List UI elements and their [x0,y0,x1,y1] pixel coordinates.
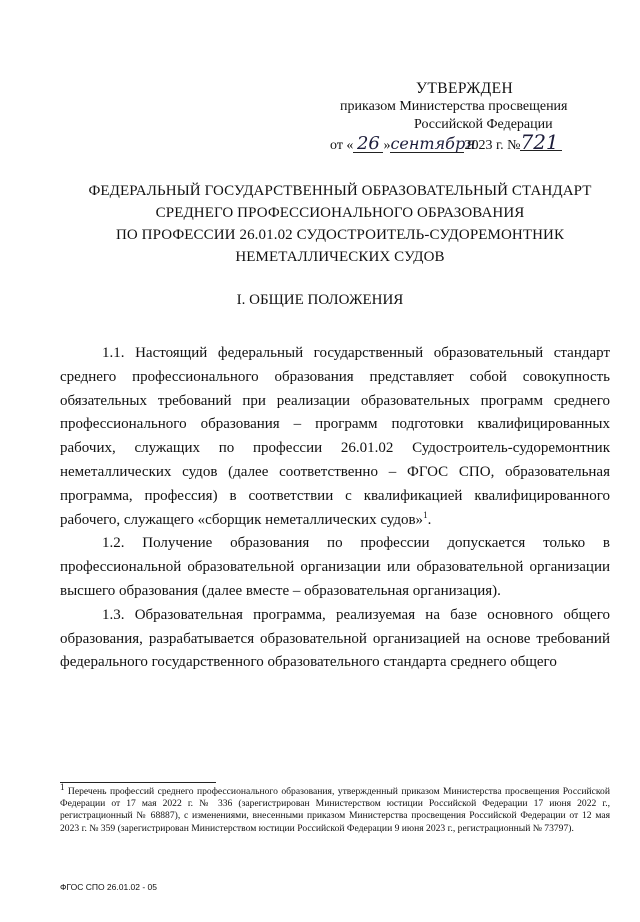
paragraph-1-1-end: . [427,511,432,528]
handwritten-month: сентября [390,134,476,153]
document-headline [60,180,620,268]
footnote [60,781,610,835]
date-year-text: 2023 г. № [464,138,521,153]
headline-line-3: ПО ПРОФЕССИИ 26.01.02 СУДОСТРОИТЕЛЬ-СУДОРЕМОНТНИК [115,227,565,243]
approval-title: УТВЕРЖДЕН [416,80,514,97]
paragraph-1-1-text: 1.1. Настоящий федеральный государственный образовательный стандарт среднего профессионального образования представляет собой совокупность обязательных требований при реализации образовательных программ среднего профессионального образования – программ подготовки квалифицированных рабочих, служащих по профессии 26.01.02 Судостроитель-судоремонтник неметаллических судов (далее соответственно – ФГОС СПО, образовательная программа, профессия) в соответствии с квалификацией квалифицированного рабочего, служащего «сборщик неметаллических судов» [60,345,610,528]
approval-date-line [330,130,562,155]
handwritten-day: 26 [353,136,383,153]
footnote-mark: 1 [60,781,65,792]
approval-federation-line: Российской Федерации [414,117,553,132]
handwritten-order-number: 721 [520,134,562,151]
headline-line-1: ФЕДЕРАЛЬНЫЙ ГОСУДАРСТВЕННЫЙ ОБРАЗОВАТЕЛЬНЫЙ СТАНДАРТ [88,183,592,199]
footnote-ref: 1 [423,509,428,520]
footnote-separator [60,782,216,783]
page-footer: ФГОС СПО 26.01.02 - 05 [60,882,158,892]
approval-order-line: приказом Министерства просвещения [340,99,568,114]
paragraph-1-3: 1.3. Образовательная программа, реализуемая на базе основного общего образования, разрабатывается образовательной организацией на основе требований федерального государственного образовательного стандарта среднего общего [60,606,610,671]
headline-line-2: СРЕДНЕГО ПРОФЕССИОНАЛЬНОГО ОБРАЗОВАНИЯ [155,205,525,221]
date-prefix: от « [330,138,354,153]
headline-line-4: НЕМЕТАЛЛИЧЕСКИХ СУДОВ [235,249,445,265]
section-title: I. ОБЩИЕ ПОЛОЖЕНИЯ [236,292,404,308]
footnote-text: Перечень профессий среднего профессионального образования, утвержденный приказом Министерства просвещения Российской Федерации от 17 мая 2022 г. № 336 (зарегистрирован Министерством юстиции Российской Федерации 17 июня 2022 г., регистрационный № 68887), с изменениями, внесенными приказом Министерства просвещения Российской Федерации от 12 мая 2023 г. № 359 (зарегистрирован Министерством юстиции Российской Федерации 9 июня 2023 г., регистрационный № 73797). [60,786,610,834]
paragraph-1-2: 1.2. Получение образования по профессии допускается только в профессиональной образовательной организации или образовательной организации высшего образования (далее вместе – образовательная организация). [60,535,610,599]
date-day-close: » [383,138,391,153]
document-body [60,342,610,675]
paragraph-1-1 [60,342,610,532]
